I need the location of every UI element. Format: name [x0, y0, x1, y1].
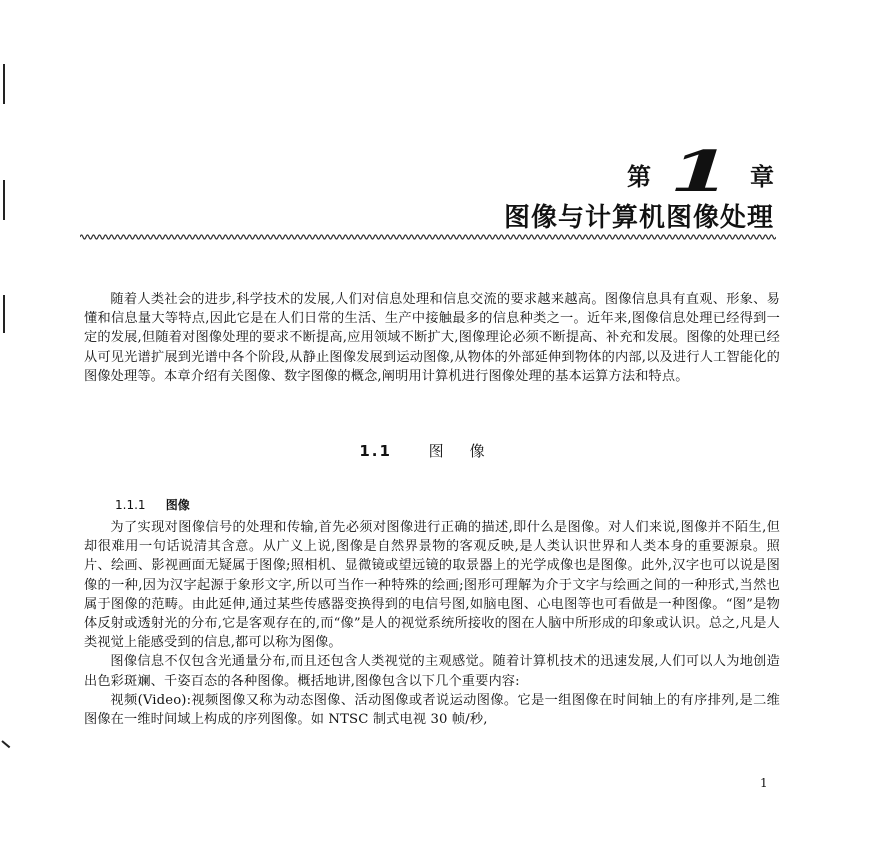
body-paragraph: 为了实现对图像信号的处理和传输,首先必须对图像进行正确的描述,即什么是图像。对人们来说,图像并不陌生,但却很难用一句话说清其含意。从广义上说,图像是自然界景物的客观反映,是人类认识世界和人类本身的重要源泉。照片、绘画、影视画面无疑属于图像;照相机、显微镜或望远镜的取景器上的光学成像也是图像。此外,汉字也可以说是图像的一种,因为汉字起源于象形文字,所以可当作一种特殊的绘画;图形可理解为介于文字与绘画之间的一种形式,当然也属于图像的范畴。由此延伸,通过某些传感器变换得到的电信号图,如脑电图、心电图等也可看做是一种图像。“图”是物体反射或透射光的分布,它是客观存在的,而“像”是人的视觉系统所接收的图在人脑中所形成的印象或认识。总之,凡是人类视觉上能感受到的信息,都可以称为图像。: [84, 520, 780, 651]
page-number: 1: [760, 776, 768, 790]
section-body: [84, 518, 780, 729]
section-number: 1.1: [359, 442, 392, 460]
chapter-suffix: 章: [750, 163, 774, 191]
subsection-number: 1.1.1: [115, 498, 146, 512]
chapter-number: 1: [669, 139, 732, 205]
intro-paragraph: 随着人类社会的进步,科学技术的发展,人们对信息处理和信息交流的要求越来越高。图像信息具有直观、形象、易懂和信息量大等特点,因此它是在人们日常的生活、生产中接触最多的信息种类之一。近年来,图像信息处理已经得到一定的发展,但随着对图像处理的要求不断提高,应用领域不断扩大,图像理论必须不断提高、补充和发展。图像的处理已经从可见光谱扩展到光谱中各个阶段,从静止图像发展到运动图像,从物体的外部延伸到物体的内部,以及进行人工智能化的图像处理等。本章介绍有关图像、数字图像的概念,阐明用计算机进行图像处理的基本运算方法和特点。: [84, 292, 780, 384]
scan-edge-mark: [3, 180, 5, 220]
chapter-intro: [84, 290, 780, 386]
section-heading: [0, 440, 870, 461]
body-paragraph: 视频(Video):视频图像又称为动态图像、活动图像或者说运动图像。它是一组图像在时间轴上的有序排列,是二维图像在一维时间域上构成的序列图像。如 NTSC 制式电视 30 帧/秒,: [84, 692, 780, 728]
subsection-title: 图像: [165, 498, 190, 512]
chapter-prefix: 第: [627, 163, 652, 191]
scan-edge-mark: [3, 295, 5, 333]
subsection-heading: [115, 496, 190, 513]
decorative-wave-divider: [80, 232, 776, 242]
chapter-title: 图像与计算机图像处理: [503, 203, 774, 233]
scan-edge-mark: [2, 740, 8, 746]
scan-edge-mark: [3, 64, 5, 104]
chapter-header: [627, 139, 774, 205]
section-title: 图像: [428, 442, 511, 460]
body-paragraph: 图像信息不仅包含光通量分布,而且还包含人类视觉的主观感觉。随着计算机技术的迅速发展,人们可以人为地创造出色彩斑斓、千姿百态的各种图像。概括地讲,图像包含以下几个重要内容:: [84, 654, 780, 689]
